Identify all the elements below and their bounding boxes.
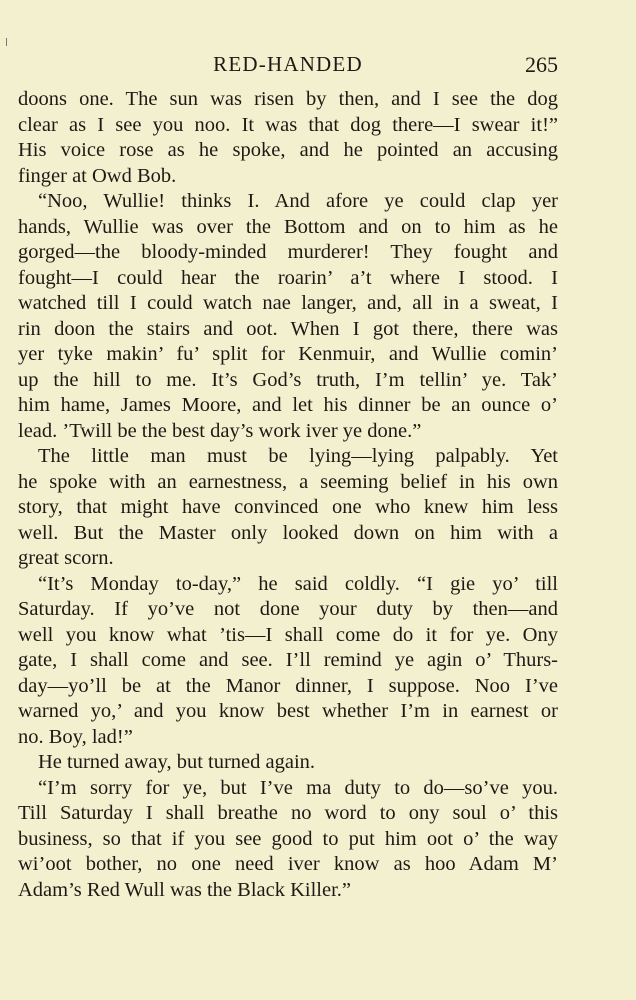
- text-line: gate, I shall come and see. I’ll remind ye agin o’ Thurs-: [18, 649, 558, 671]
- text-line: well. But the Master only looked down on him with a: [18, 521, 558, 544]
- margin-mark: [6, 38, 7, 46]
- text-line: business, so that if you see good to put him oot o’ the way: [18, 827, 558, 850]
- text-line: he spoke with an earnestness, a seeming belief in his own: [18, 470, 558, 493]
- text-line: lead. ’Twill be the best day’s work iver ye done.”: [18, 419, 422, 442]
- text-line: Adam’s Red Wull was the Black Killer.”: [18, 878, 351, 901]
- text-line: story, that might have convinced one who knew him less: [18, 496, 558, 518]
- running-title: RED-HANDED: [213, 52, 363, 76]
- text-line: well you know what ’tis—I shall come do it for ye. Ony: [18, 623, 558, 646]
- page-header: [18, 50, 558, 80]
- text-line: day—yo’ll be at the Manor dinner, I suppose. Noo I’ve: [18, 674, 558, 697]
- body-text: [18, 87, 558, 903]
- text-line: “I’m sorry for ye, but I’ve ma duty to do—so’ve you.: [38, 776, 558, 799]
- text-line: him hame, James Moore, and let his dinner be an ounce o’: [18, 394, 558, 416]
- text-line: The little man must be lying—lying palpably. Yet: [38, 445, 558, 467]
- text-line: no. Boy, lad!”: [18, 725, 133, 748]
- text-line: “It’s Monday to-day,” he said coldly. “I gie yo’ till: [38, 572, 558, 595]
- text-line: gorged—the bloody-minded murderer! They fought and: [18, 241, 558, 263]
- text-line: watched till I could watch nae langer, and, all in a sweat, I: [18, 292, 558, 314]
- text-line: doons one. The sun was risen by then, and I see the dog: [18, 88, 558, 110]
- text-line: rin doon the stairs and oot. When I got there, there was: [18, 317, 558, 340]
- text-line: clear as I see you noo. It was that dog there—I swear it!”: [18, 113, 558, 136]
- text-line: warned yo,’ and you know best whether I’m in earnest or: [18, 700, 558, 722]
- text-line: finger at Owd Bob.: [18, 164, 177, 187]
- text-line: fought—I could hear the roarin’ a’t where I stood. I: [18, 266, 558, 289]
- text-line: hands, Wullie was over the Bottom and on to him as he: [18, 215, 558, 238]
- text-line: yer tyke makin’ fu’ split for Kenmuir, and Wullie comin’: [18, 343, 558, 365]
- text-line: great scorn.: [18, 547, 114, 569]
- text-line: wi’oot bother, no one need iver know as hoo Adam M’: [18, 853, 558, 875]
- text-line: He turned away, but turned again.: [38, 751, 316, 773]
- text-line: His voice rose as he spoke, and he pointed an accusing: [18, 139, 558, 161]
- page-number: 265: [525, 52, 558, 77]
- text-line: “Noo, Wullie! thinks I. And afore ye could clap yer: [38, 190, 558, 212]
- text-line: up the hill to me. It’s God’s truth, I’m tellin’ ye. Tak’: [18, 368, 558, 391]
- text-line: Till Saturday I shall breathe no word to ony soul o’ this: [18, 802, 558, 824]
- text-line: Saturday. If yo’ve not done your duty by then—and: [18, 598, 558, 620]
